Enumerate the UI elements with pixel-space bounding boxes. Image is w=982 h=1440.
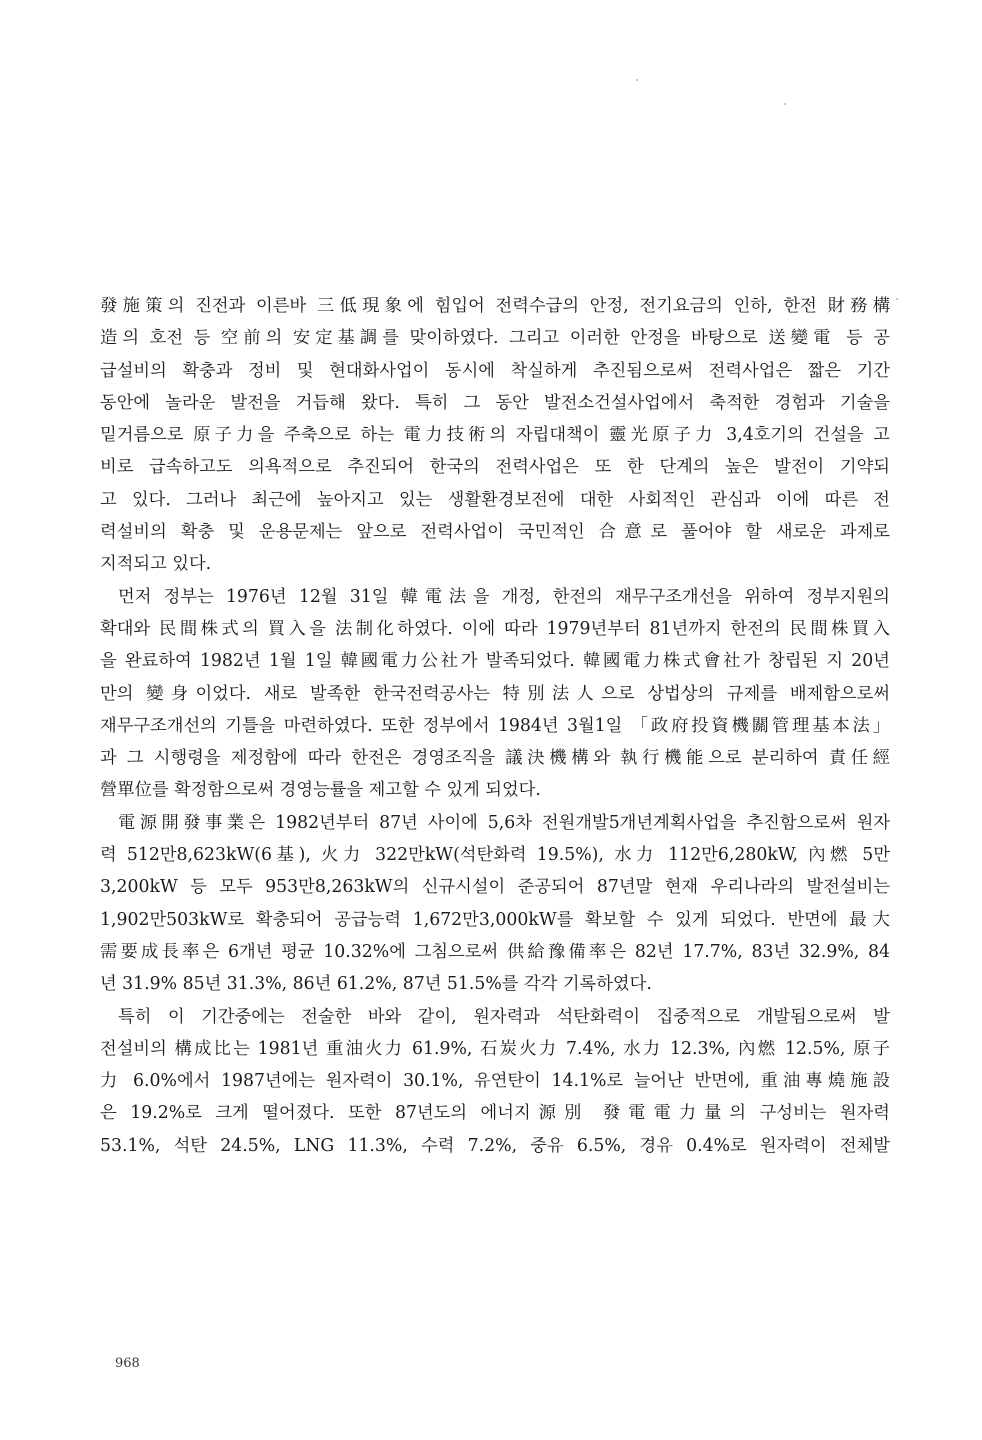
- text-line-3: 급설비의 확충과 정비 및 현대화사업이 동시에 착실하게 추진됨으로써 전력사업은 짧은 기간: [100, 360, 890, 381]
- text-line-17: 電源開發事業은 1982년부터 87년 사이에 5,6차 전원개발5개년계획사업을 추진함으로써 원자: [118, 812, 890, 833]
- scan-speck: [784, 103, 786, 105]
- text-line-1: 發施策의 진전과 이른바 三低現象에 힘입어 전력수급의 안정, 전기요금의 인하, 한전 財務構: [100, 296, 890, 316]
- text-line-8: 력설비의 확충 및 운용문제는 앞으로 전력사업이 국민적인 合意로 풀어야 할 새로운 과제로: [100, 522, 890, 543]
- text-line-27: 53.1%, 석탄 24.5%, LNG 11.3%, 수력 7.2%, 중유 6.5%, 경유 0.4%로 원자력이 전체발: [100, 1135, 890, 1156]
- page-number: 968: [115, 1356, 140, 1371]
- text-line-12: 을 완료하여 1982년 1월 1일 韓國電力公社가 발족되었다. 韓國電力株式會社가 창립된 지 20년: [100, 651, 890, 672]
- body-text: [100, 290, 890, 1162]
- text-line-19: 3,200kW 등 모두 953만8,263kW의 신규시설이 준공되어 87년말 현재 우리나라의 발전설비는: [100, 877, 890, 898]
- text-line-15: 과 그 시행령을 제정함에 따라 한전은 경영조직을 議決機構와 執行機能으로 분리하여 責任經: [100, 748, 890, 769]
- text-line-7: 고 있다. 그러나 최근에 높아지고 있는 생활환경보전에 대한 사회적인 관심과 이에 따른 전: [100, 489, 890, 510]
- text-line-16: 營單位를 확정함으로써 경영능률을 제고할 수 있게 되었다.: [100, 780, 541, 801]
- text-line-9: 지적되고 있다.: [100, 554, 212, 575]
- text-line-23: 특히 이 기간중에는 전술한 바와 같이, 원자력과 석탄화력이 집중적으로 개발됨으로써 발: [118, 1006, 890, 1027]
- text-line-2: 造의 호전 등 空前의 安定基調를 맞이하였다. 그리고 이러한 안정을 바탕으로 送變電 등 공: [100, 328, 890, 349]
- text-line-6: 비로 급속하고도 의욕적으로 추진되어 한국의 전력사업은 또 한 단계의 높은 발전이 기약되: [100, 457, 890, 478]
- text-line-18: 력 512만8,623kW(6基), 火力 322만kW(석탄화력 19.5%), 水力 112만6,280kW, 內燃 5만: [100, 845, 890, 866]
- text-line-14: 재무구조개선의 기틀을 마련하였다. 또한 정부에서 1984년 3월1일 「政府投資機關管理基本法」: [100, 715, 890, 736]
- text-line-24: 전설비의 構成比는 1981년 重油火力 61.9%, 石炭火力 7.4%, 水力 12.3%, 內燃 12.5%, 原子: [100, 1038, 890, 1059]
- scan-speck: [636, 79, 638, 81]
- text-line-25: 力 6.0%에서 1987년에는 원자력이 30.1%, 유연탄이 14.1%로 늘어난 반면에, 重油專燒施設: [100, 1071, 890, 1092]
- text-line-22: 년 31.9% 85년 31.3%, 86년 61.2%, 87년 51.5%를 각각 기록하였다.: [100, 974, 652, 995]
- text-line-10: 먼저 정부는 1976년 12월 31일 韓電法을 개정, 한전의 재무구조개선을 위하여 정부지원의: [118, 586, 890, 607]
- text-line-5: 밑거름으로 原子力을 주축으로 하는 電力技術의 자립대책이 靈光原子力 3,4호기의 건설을 고: [100, 425, 890, 446]
- scan-speck: [896, 298, 898, 300]
- text-line-4: 동안에 놀라운 발전을 거듭해 왔다. 특히 그 동안 발전소건설사업에서 축적한 경험과 기술을: [100, 392, 890, 413]
- text-line-13: 만의 變身이었다. 새로 발족한 한국전력공사는 特別法人으로 상법상의 규제를 배제함으로써: [100, 683, 890, 704]
- text-line-21: 需要成長率은 6개년 평균 10.32%에 그침으로써 供給豫備率은 82년 17.7%, 83년 32.9%, 84: [100, 941, 890, 962]
- text-line-26: 은 19.2%로 크게 떨어졌다. 또한 87년도의 에너지源別 發電電力量의 구성비는 원자력: [100, 1103, 890, 1124]
- text-line-20: 1,902만503kW로 확충되어 공급능력 1,672만3,000kW를 확보할 수 있게 되었다. 반면에 最大: [100, 909, 890, 930]
- text-line-11: 확대와 民間株式의 買入을 法制化하였다. 이에 따라 1979년부터 81년까지 한전의 民間株買入: [100, 618, 890, 639]
